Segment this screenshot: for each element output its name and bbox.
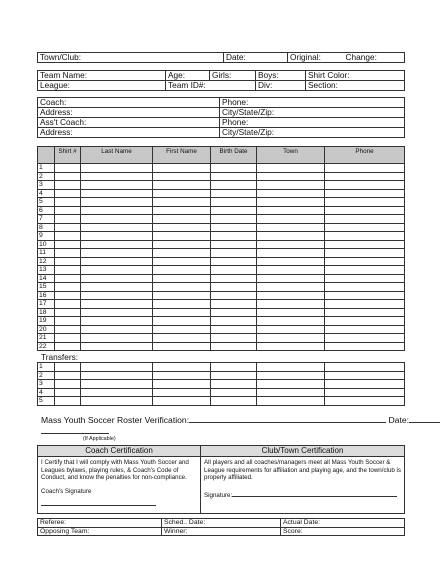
last-name-cell[interactable] bbox=[81, 172, 153, 181]
roster-row-number: 21 bbox=[38, 334, 55, 343]
last-name-cell[interactable] bbox=[81, 380, 153, 389]
birth-date-cell[interactable] bbox=[211, 223, 257, 232]
phone-cell[interactable] bbox=[325, 232, 405, 241]
shirt-cell[interactable] bbox=[55, 300, 81, 309]
team-info-table bbox=[37, 70, 405, 91]
phone-cell[interactable] bbox=[325, 325, 405, 334]
shirt-cell[interactable] bbox=[55, 240, 81, 249]
last-name-cell[interactable] bbox=[81, 206, 153, 215]
roster-header-town: Town bbox=[257, 147, 325, 164]
birth-date-cell[interactable] bbox=[211, 283, 257, 292]
first-name-cell[interactable] bbox=[153, 274, 211, 283]
header-table bbox=[37, 52, 405, 63]
asst-address-field[interactable]: Address: bbox=[38, 128, 220, 138]
roster-row bbox=[38, 257, 405, 266]
last-name-cell[interactable] bbox=[81, 249, 153, 258]
roster-row bbox=[38, 232, 405, 241]
birth-date-cell[interactable] bbox=[211, 215, 257, 224]
phone-cell[interactable] bbox=[325, 223, 405, 232]
shirt-cell[interactable] bbox=[55, 249, 81, 258]
phone-cell[interactable] bbox=[325, 181, 405, 190]
birth-date-cell[interactable] bbox=[211, 308, 257, 317]
phone-cell[interactable] bbox=[325, 172, 405, 181]
birth-date-cell[interactable] bbox=[211, 325, 257, 334]
town-cell[interactable] bbox=[257, 380, 325, 389]
phone-cell[interactable] bbox=[325, 283, 405, 292]
town-cell[interactable] bbox=[257, 198, 325, 207]
phone-cell[interactable] bbox=[325, 240, 405, 249]
transfer-row bbox=[38, 371, 405, 380]
roster-row-number: 13 bbox=[38, 266, 55, 275]
shirt-cell[interactable] bbox=[55, 274, 81, 283]
roster-row-number: 3 bbox=[38, 181, 55, 190]
shirt-cell[interactable] bbox=[55, 223, 81, 232]
section-field[interactable]: Section: bbox=[306, 81, 405, 91]
roster-row-number: 22 bbox=[38, 342, 55, 351]
first-name-cell[interactable] bbox=[153, 223, 211, 232]
coach-field[interactable]: Coach: bbox=[38, 98, 220, 108]
birth-date-cell[interactable] bbox=[211, 274, 257, 283]
first-name-cell[interactable] bbox=[153, 363, 211, 372]
roster-row bbox=[38, 206, 405, 215]
sched-date-field[interactable]: Sched.. Date: bbox=[162, 519, 281, 528]
first-name-cell[interactable] bbox=[153, 308, 211, 317]
shirt-cell[interactable] bbox=[55, 232, 81, 241]
team-id-field[interactable]: Team ID#: bbox=[166, 81, 256, 91]
birth-date-cell[interactable] bbox=[211, 181, 257, 190]
first-name-cell[interactable] bbox=[153, 232, 211, 241]
certification-table bbox=[37, 445, 405, 514]
first-name-cell[interactable] bbox=[153, 206, 211, 215]
shirt-cell[interactable] bbox=[55, 266, 81, 275]
roster-row-number: 19 bbox=[38, 317, 55, 326]
town-cell[interactable] bbox=[257, 334, 325, 343]
roster-row-number: 17 bbox=[38, 300, 55, 309]
team-name-field[interactable]: Team Name: bbox=[38, 71, 166, 81]
roster-row bbox=[38, 317, 405, 326]
shirt-color-field[interactable]: Shirt Color: bbox=[306, 71, 405, 81]
town-cell[interactable] bbox=[257, 325, 325, 334]
club-signature-row bbox=[204, 490, 401, 500]
coach-info-table bbox=[37, 97, 405, 138]
transfer-row-number: 5 bbox=[38, 397, 55, 406]
verification-line bbox=[41, 415, 440, 425]
phone-cell[interactable] bbox=[325, 266, 405, 275]
phone-cell[interactable] bbox=[325, 342, 405, 351]
roster-row-number: 20 bbox=[38, 325, 55, 334]
phone-cell[interactable] bbox=[325, 164, 405, 173]
roster-row-number: 6 bbox=[38, 206, 55, 215]
birth-date-cell[interactable] bbox=[211, 164, 257, 173]
transfer-row-number: 2 bbox=[38, 371, 55, 380]
shirt-cell[interactable] bbox=[55, 325, 81, 334]
birth-date-cell[interactable] bbox=[211, 334, 257, 343]
shirt-cell[interactable] bbox=[55, 291, 81, 300]
girls-field[interactable]: Girls: bbox=[210, 71, 256, 81]
last-name-cell[interactable] bbox=[81, 371, 153, 380]
shirt-cell[interactable] bbox=[55, 198, 81, 207]
phone-cell[interactable] bbox=[325, 300, 405, 309]
roster-header-shirt: Shirt # bbox=[55, 147, 81, 164]
phone-cell[interactable] bbox=[325, 189, 405, 198]
phone-cell[interactable] bbox=[325, 363, 405, 372]
first-name-cell[interactable] bbox=[153, 266, 211, 275]
roster-row bbox=[38, 172, 405, 181]
birth-date-cell[interactable] bbox=[211, 266, 257, 275]
last-name-cell[interactable] bbox=[81, 291, 153, 300]
last-name-cell[interactable] bbox=[81, 334, 153, 343]
roster-row-number: 8 bbox=[38, 223, 55, 232]
asst-coach-field[interactable]: Ass't Coach: bbox=[38, 118, 220, 128]
roster-row bbox=[38, 342, 405, 351]
roster-row-number: 2 bbox=[38, 172, 55, 181]
birth-date-cell[interactable] bbox=[211, 240, 257, 249]
roster-row bbox=[38, 215, 405, 224]
birth-date-cell[interactable] bbox=[211, 363, 257, 372]
div-field[interactable]: Div: bbox=[256, 81, 306, 91]
birth-date-cell[interactable] bbox=[211, 317, 257, 326]
birth-date-cell[interactable] bbox=[211, 249, 257, 258]
game-result-table bbox=[37, 518, 405, 536]
last-name-cell[interactable] bbox=[81, 257, 153, 266]
first-name-cell[interactable] bbox=[153, 388, 211, 397]
first-name-cell[interactable] bbox=[153, 189, 211, 198]
first-name-cell[interactable] bbox=[153, 249, 211, 258]
club-certification-box bbox=[201, 457, 405, 514]
shirt-cell[interactable] bbox=[55, 283, 81, 292]
phone-cell[interactable] bbox=[325, 215, 405, 224]
roster-row-number: 5 bbox=[38, 198, 55, 207]
shirt-cell[interactable] bbox=[55, 206, 81, 215]
birth-date-cell[interactable] bbox=[211, 388, 257, 397]
age-field[interactable]: Age: bbox=[166, 71, 210, 81]
town-cell[interactable] bbox=[257, 223, 325, 232]
roster-header-row-number bbox=[38, 147, 55, 164]
coach-phone-field[interactable]: Phone: bbox=[220, 98, 405, 108]
phone-cell[interactable] bbox=[325, 371, 405, 380]
coach-signature-label: Coach's Signature bbox=[41, 487, 92, 495]
verification-date-label: Date: bbox=[388, 415, 410, 425]
town-cell[interactable] bbox=[257, 215, 325, 224]
last-name-cell[interactable] bbox=[81, 325, 153, 334]
town-cell[interactable] bbox=[257, 249, 325, 258]
phone-cell[interactable] bbox=[325, 198, 405, 207]
shirt-cell[interactable] bbox=[55, 172, 81, 181]
last-name-cell[interactable] bbox=[81, 397, 153, 406]
town-cell[interactable] bbox=[257, 189, 325, 198]
shirt-cell[interactable] bbox=[55, 334, 81, 343]
shirt-cell[interactable] bbox=[55, 257, 81, 266]
last-name-cell[interactable] bbox=[81, 189, 153, 198]
roster-row bbox=[38, 240, 405, 249]
last-name-cell[interactable] bbox=[81, 198, 153, 207]
town-cell[interactable] bbox=[257, 164, 325, 173]
transfers-label: Transfers: bbox=[41, 352, 79, 362]
roster-row bbox=[38, 164, 405, 173]
last-name-cell[interactable] bbox=[81, 363, 153, 372]
asst-phone-field[interactable]: Phone: bbox=[220, 118, 405, 128]
change-field[interactable]: Change: bbox=[340, 53, 405, 63]
town-cell[interactable] bbox=[257, 397, 325, 406]
phone-cell[interactable] bbox=[325, 388, 405, 397]
first-name-cell[interactable] bbox=[153, 198, 211, 207]
transfer-row bbox=[38, 380, 405, 389]
town-cell[interactable] bbox=[257, 300, 325, 309]
last-name-cell[interactable] bbox=[81, 223, 153, 232]
first-name-cell[interactable] bbox=[153, 380, 211, 389]
first-name-cell[interactable] bbox=[153, 300, 211, 309]
shirt-cell[interactable] bbox=[55, 317, 81, 326]
transfer-row-number: 4 bbox=[38, 388, 55, 397]
last-name-cell[interactable] bbox=[81, 300, 153, 309]
roster-row-number: 12 bbox=[38, 257, 55, 266]
first-name-cell[interactable] bbox=[153, 257, 211, 266]
coach-certification-text: I Certify that I will comply with Mass Youth Soccer and Leagues bylaws, playing rules, & Coach's Code of Conduct, and know the penalties for non-compliance. bbox=[41, 459, 189, 482]
verification-label: Mass Youth Soccer Roster Verification: bbox=[41, 415, 190, 425]
original-field[interactable]: Original: bbox=[288, 53, 340, 63]
shirt-cell[interactable] bbox=[55, 380, 81, 389]
verification-signature-line[interactable] bbox=[189, 415, 386, 423]
town-cell[interactable] bbox=[257, 388, 325, 397]
roster-row bbox=[38, 308, 405, 317]
roster-header-birth-date: Birth Date bbox=[211, 147, 257, 164]
shirt-cell[interactable] bbox=[55, 308, 81, 317]
roster-row-number: 18 bbox=[38, 308, 55, 317]
town-cell[interactable] bbox=[257, 257, 325, 266]
transfer-row-number: 1 bbox=[38, 363, 55, 372]
coach-city-field[interactable]: City/State/Zip: bbox=[220, 108, 405, 118]
birth-date-cell[interactable] bbox=[211, 257, 257, 266]
birth-date-cell[interactable] bbox=[211, 172, 257, 181]
roster-row bbox=[38, 300, 405, 309]
birth-date-cell[interactable] bbox=[211, 291, 257, 300]
town-club-field[interactable]: Town/Club: bbox=[38, 53, 224, 63]
roster-row-number: 16 bbox=[38, 291, 55, 300]
last-name-cell[interactable] bbox=[81, 232, 153, 241]
roster-row-number: 10 bbox=[38, 240, 55, 249]
roster-header-phone: Phone bbox=[325, 147, 405, 164]
town-cell[interactable] bbox=[257, 291, 325, 300]
first-name-cell[interactable] bbox=[153, 317, 211, 326]
shirt-cell[interactable] bbox=[55, 164, 81, 173]
phone-cell[interactable] bbox=[325, 274, 405, 283]
asst-city-field[interactable]: City/State/Zip: bbox=[220, 128, 405, 138]
actual-date-field[interactable]: Actual Date: bbox=[281, 519, 405, 528]
roster-header-last-name: Last Name bbox=[81, 147, 153, 164]
if-applicable-note: (If Applicable) bbox=[83, 436, 116, 442]
last-name-cell[interactable] bbox=[81, 274, 153, 283]
last-name-cell[interactable] bbox=[81, 342, 153, 351]
coach-signature-line[interactable] bbox=[41, 505, 156, 506]
first-name-cell[interactable] bbox=[153, 342, 211, 351]
roster-row-number: 4 bbox=[38, 189, 55, 198]
first-name-cell[interactable] bbox=[153, 334, 211, 343]
last-name-cell[interactable] bbox=[81, 388, 153, 397]
referee-field[interactable]: Referee: bbox=[38, 519, 162, 528]
town-cell[interactable] bbox=[257, 371, 325, 380]
shirt-cell[interactable] bbox=[55, 397, 81, 406]
phone-cell[interactable] bbox=[325, 308, 405, 317]
transfer-row bbox=[38, 388, 405, 397]
town-cell[interactable] bbox=[257, 363, 325, 372]
town-cell[interactable] bbox=[257, 240, 325, 249]
roster-header-first-name: First Name bbox=[153, 147, 211, 164]
club-certification-text: All players and all coaches/managers meet all Mass Youth Soccer & League requirements for affiliation and playing age, and the town/club is properly affiliated. bbox=[204, 459, 401, 482]
roster-row bbox=[38, 189, 405, 198]
first-name-cell[interactable] bbox=[153, 164, 211, 173]
roster-row-number: 15 bbox=[38, 283, 55, 292]
birth-date-cell[interactable] bbox=[211, 198, 257, 207]
club-signature-line[interactable] bbox=[232, 490, 397, 497]
verification-date-line[interactable] bbox=[409, 415, 440, 423]
birth-date-cell[interactable] bbox=[211, 371, 257, 380]
roster-row bbox=[38, 266, 405, 275]
first-name-cell[interactable] bbox=[153, 371, 211, 380]
club-certification-title: Club/Town Certification bbox=[201, 446, 405, 457]
roster-row-number: 11 bbox=[38, 249, 55, 258]
roster-row bbox=[38, 334, 405, 343]
first-name-cell[interactable] bbox=[153, 397, 211, 406]
roster-row bbox=[38, 249, 405, 258]
roster-row-number: 9 bbox=[38, 232, 55, 241]
last-name-cell[interactable] bbox=[81, 215, 153, 224]
first-name-cell[interactable] bbox=[153, 215, 211, 224]
transfer-row bbox=[38, 363, 405, 372]
town-cell[interactable] bbox=[257, 232, 325, 241]
roster-row-number: 14 bbox=[38, 274, 55, 283]
roster-row-number: 1 bbox=[38, 164, 55, 173]
transfer-row bbox=[38, 397, 405, 406]
league-field[interactable]: League: bbox=[38, 81, 166, 91]
town-cell[interactable] bbox=[257, 283, 325, 292]
birth-date-cell[interactable] bbox=[211, 342, 257, 351]
town-cell[interactable] bbox=[257, 317, 325, 326]
verification-underline bbox=[41, 433, 109, 434]
first-name-cell[interactable] bbox=[153, 172, 211, 181]
shirt-cell[interactable] bbox=[55, 371, 81, 380]
shirt-cell[interactable] bbox=[55, 189, 81, 198]
last-name-cell[interactable] bbox=[81, 266, 153, 275]
roster-row bbox=[38, 291, 405, 300]
first-name-cell[interactable] bbox=[153, 325, 211, 334]
boys-field[interactable]: Boys: bbox=[256, 71, 306, 81]
roster-table bbox=[37, 146, 405, 351]
first-name-cell[interactable] bbox=[153, 240, 211, 249]
shirt-cell[interactable] bbox=[55, 363, 81, 372]
phone-cell[interactable] bbox=[325, 380, 405, 389]
shirt-cell[interactable] bbox=[55, 342, 81, 351]
town-cell[interactable] bbox=[257, 274, 325, 283]
last-name-cell[interactable] bbox=[81, 283, 153, 292]
winner-field[interactable]: Winner: bbox=[162, 527, 281, 536]
town-cell[interactable] bbox=[257, 206, 325, 215]
coach-certification-title: Coach Certification bbox=[38, 446, 201, 457]
roster-row bbox=[38, 223, 405, 232]
town-cell[interactable] bbox=[257, 172, 325, 181]
town-cell[interactable] bbox=[257, 308, 325, 317]
first-name-cell[interactable] bbox=[153, 291, 211, 300]
last-name-cell[interactable] bbox=[81, 317, 153, 326]
first-name-cell[interactable] bbox=[153, 181, 211, 190]
town-cell[interactable] bbox=[257, 181, 325, 190]
last-name-cell[interactable] bbox=[81, 164, 153, 173]
last-name-cell[interactable] bbox=[81, 181, 153, 190]
shirt-cell[interactable] bbox=[55, 388, 81, 397]
phone-cell[interactable] bbox=[325, 397, 405, 406]
phone-cell[interactable] bbox=[325, 334, 405, 343]
town-cell[interactable] bbox=[257, 342, 325, 351]
coach-address-field[interactable]: Address: bbox=[38, 108, 220, 118]
phone-cell[interactable] bbox=[325, 291, 405, 300]
roster-row bbox=[38, 274, 405, 283]
opposing-team-field[interactable]: Opposing Team: bbox=[38, 527, 162, 536]
first-name-cell[interactable] bbox=[153, 283, 211, 292]
transfer-row-number: 3 bbox=[38, 380, 55, 389]
phone-cell[interactable] bbox=[325, 317, 405, 326]
birth-date-cell[interactable] bbox=[211, 189, 257, 198]
shirt-cell[interactable] bbox=[55, 181, 81, 190]
birth-date-cell[interactable] bbox=[211, 380, 257, 389]
roster-row bbox=[38, 181, 405, 190]
date-field[interactable]: Date: bbox=[224, 53, 288, 63]
shirt-cell[interactable] bbox=[55, 215, 81, 224]
last-name-cell[interactable] bbox=[81, 308, 153, 317]
score-field[interactable]: Score: bbox=[281, 527, 405, 536]
birth-date-cell[interactable] bbox=[211, 300, 257, 309]
transfers-table bbox=[37, 362, 405, 406]
roster-row bbox=[38, 283, 405, 292]
club-signature-label: Signature: bbox=[204, 491, 233, 499]
roster-row bbox=[38, 325, 405, 334]
birth-date-cell[interactable] bbox=[211, 232, 257, 241]
roster-row-number: 7 bbox=[38, 215, 55, 224]
phone-cell[interactable] bbox=[325, 257, 405, 266]
last-name-cell[interactable] bbox=[81, 240, 153, 249]
roster-row bbox=[38, 198, 405, 207]
phone-cell[interactable] bbox=[325, 249, 405, 258]
birth-date-cell[interactable] bbox=[211, 397, 257, 406]
birth-date-cell[interactable] bbox=[211, 206, 257, 215]
town-cell[interactable] bbox=[257, 266, 325, 275]
phone-cell[interactable] bbox=[325, 206, 405, 215]
